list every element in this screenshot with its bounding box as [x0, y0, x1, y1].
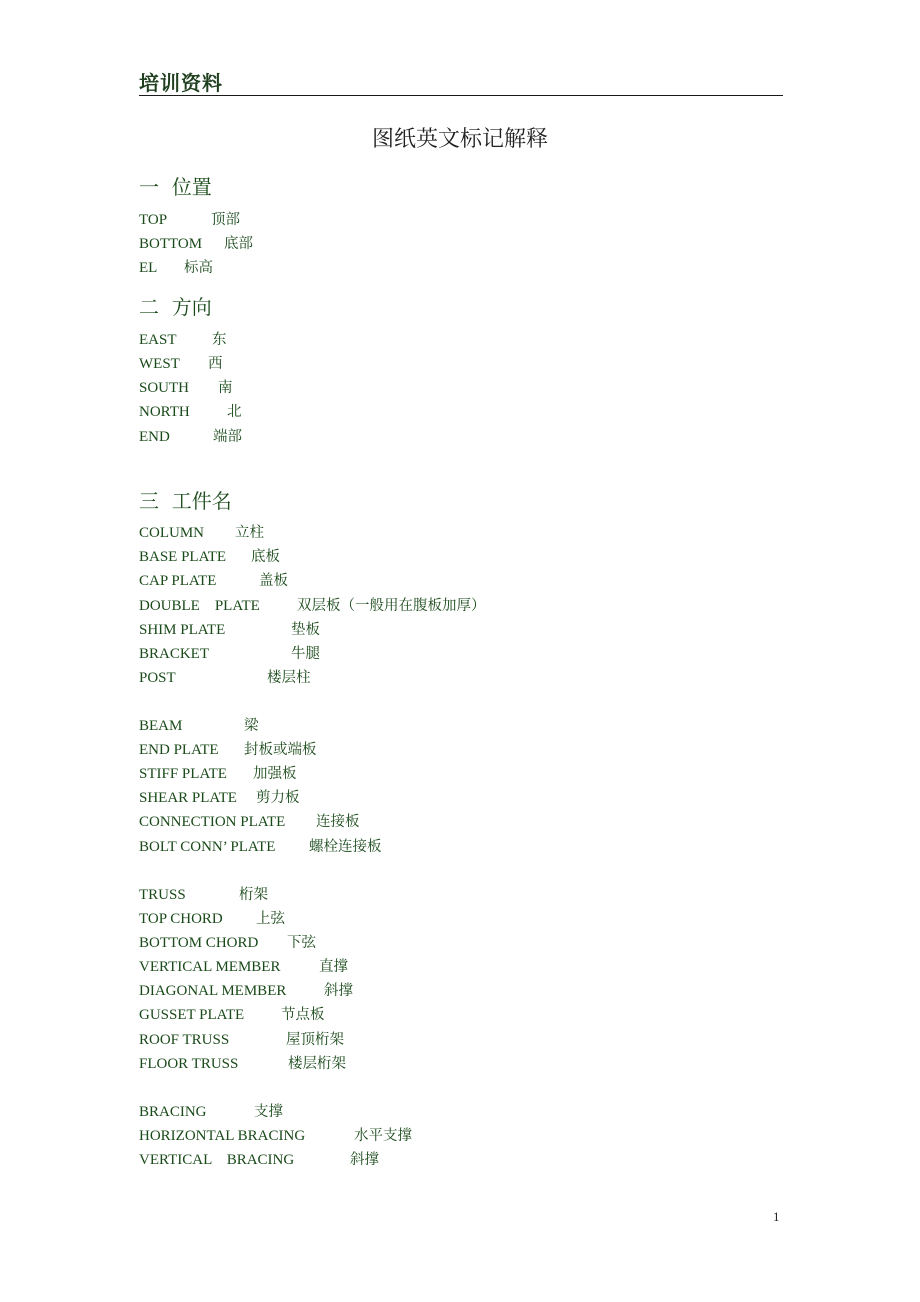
term-zh: 下弦 — [287, 935, 316, 951]
term-row — [139, 1151, 379, 1169]
term-row — [139, 717, 259, 735]
term-row — [139, 958, 348, 976]
term-row — [139, 428, 242, 446]
term-zh: 梁 — [244, 718, 259, 734]
term-en: FLOOR TRUSS — [139, 1056, 239, 1072]
term-en: WEST — [139, 356, 180, 372]
term-zh: 端部 — [213, 429, 242, 445]
term-en: TRUSS — [139, 887, 186, 903]
term-en: HORIZONTAL BRACING — [139, 1128, 306, 1144]
term-row — [139, 548, 280, 566]
term-en: GUSSET PLATE — [139, 1007, 245, 1023]
term-zh: 支撑 — [254, 1104, 283, 1120]
term-en: END — [139, 429, 170, 445]
term-row — [139, 982, 353, 1000]
term-row — [139, 1006, 325, 1024]
term-zh: 桁架 — [239, 887, 268, 903]
term-zh: 上弦 — [256, 911, 285, 927]
term-zh: 标高 — [184, 260, 213, 276]
term-en: CAP PLATE — [139, 573, 217, 589]
term-en: BOTTOM — [139, 236, 203, 252]
term-row — [139, 910, 285, 928]
term-zh: 盖板 — [259, 573, 288, 589]
term-row — [139, 597, 486, 615]
header-rule — [139, 95, 783, 96]
page-number: 1 — [773, 1209, 780, 1224]
term-en: DIAGONAL MEMBER — [139, 983, 287, 999]
term-row — [139, 572, 288, 590]
term-row — [139, 1127, 412, 1145]
term-row — [139, 259, 213, 277]
term-en: SHEAR PLATE — [139, 790, 237, 806]
document-title: 图纸英文标记解释 — [371, 127, 548, 152]
term-zh: 斜撑 — [350, 1152, 379, 1168]
term-zh: 水平支撑 — [354, 1128, 412, 1144]
term-row — [139, 524, 264, 542]
term-zh: 垫板 — [291, 622, 320, 638]
term-zh: 螺栓连接板 — [309, 839, 382, 855]
term-zh: 封板或端板 — [244, 742, 317, 758]
term-zh: 屋顶桁架 — [286, 1032, 344, 1048]
term-en: DOUBLE PLATE — [139, 598, 260, 614]
term-en: EAST — [139, 332, 177, 348]
term-row — [139, 789, 300, 807]
term-row — [139, 1055, 346, 1073]
term-zh: 楼层柱 — [267, 670, 311, 686]
term-zh: 连接板 — [316, 814, 360, 830]
term-zh: 加强板 — [253, 766, 297, 782]
section-heading-direction: 二 方向 — [139, 295, 212, 319]
section-heading-position: 一 位置 — [139, 175, 212, 199]
term-en: ROOF TRUSS — [139, 1032, 230, 1048]
term-en: BRACING — [139, 1104, 207, 1120]
term-row — [139, 838, 382, 856]
term-en: VERTICAL MEMBER — [139, 959, 281, 975]
term-zh: 北 — [227, 404, 242, 420]
term-row — [139, 355, 223, 373]
term-zh: 顶部 — [211, 212, 240, 228]
term-en: STIFF PLATE — [139, 766, 227, 782]
term-row — [139, 645, 320, 663]
term-row — [139, 1103, 283, 1121]
term-en: SHIM PLATE — [139, 622, 226, 638]
section-heading-components: 三 工件名 — [139, 489, 232, 513]
term-zh: 牛腿 — [291, 646, 320, 662]
term-zh: 东 — [212, 332, 227, 348]
term-zh: 立柱 — [235, 525, 264, 541]
term-row — [139, 1031, 344, 1049]
term-row — [139, 886, 268, 904]
term-row — [139, 934, 316, 952]
term-zh: 双层板（一般用在腹板加厚） — [297, 598, 486, 614]
term-row — [139, 813, 360, 831]
term-en: COLUMN — [139, 525, 205, 541]
term-row — [139, 379, 233, 397]
term-row — [139, 765, 297, 783]
term-en: BRACKET — [139, 646, 210, 662]
term-row — [139, 331, 227, 349]
term-zh: 斜撑 — [324, 983, 353, 999]
term-en: POST — [139, 670, 176, 686]
term-zh: 底部 — [224, 236, 253, 252]
term-en: SOUTH — [139, 380, 190, 396]
term-en: BEAM — [139, 718, 183, 734]
term-row — [139, 741, 317, 759]
term-zh: 楼层桁架 — [288, 1056, 346, 1072]
term-zh: 节点板 — [281, 1007, 325, 1023]
term-en: EL — [139, 260, 158, 276]
term-zh: 西 — [208, 356, 223, 372]
term-en: TOP CHORD — [139, 911, 223, 927]
term-row — [139, 235, 253, 253]
running-header: 培训资料 — [139, 71, 223, 95]
term-row — [139, 621, 320, 639]
term-en: BOLT CONN’ PLATE — [139, 839, 276, 855]
term-zh: 南 — [218, 380, 233, 396]
term-en: END PLATE — [139, 742, 219, 758]
term-en: CONNECTION PLATE — [139, 814, 286, 830]
term-row — [139, 669, 311, 687]
term-zh: 直撑 — [319, 959, 348, 975]
term-en: TOP — [139, 212, 168, 228]
term-en: VERTICAL BRACING — [139, 1152, 295, 1168]
term-row — [139, 403, 242, 421]
term-row — [139, 211, 240, 229]
term-en: NORTH — [139, 404, 190, 420]
term-zh: 剪力板 — [256, 790, 300, 806]
term-en: BOTTOM CHORD — [139, 935, 259, 951]
term-zh: 底板 — [251, 549, 280, 565]
term-en: BASE PLATE — [139, 549, 227, 565]
